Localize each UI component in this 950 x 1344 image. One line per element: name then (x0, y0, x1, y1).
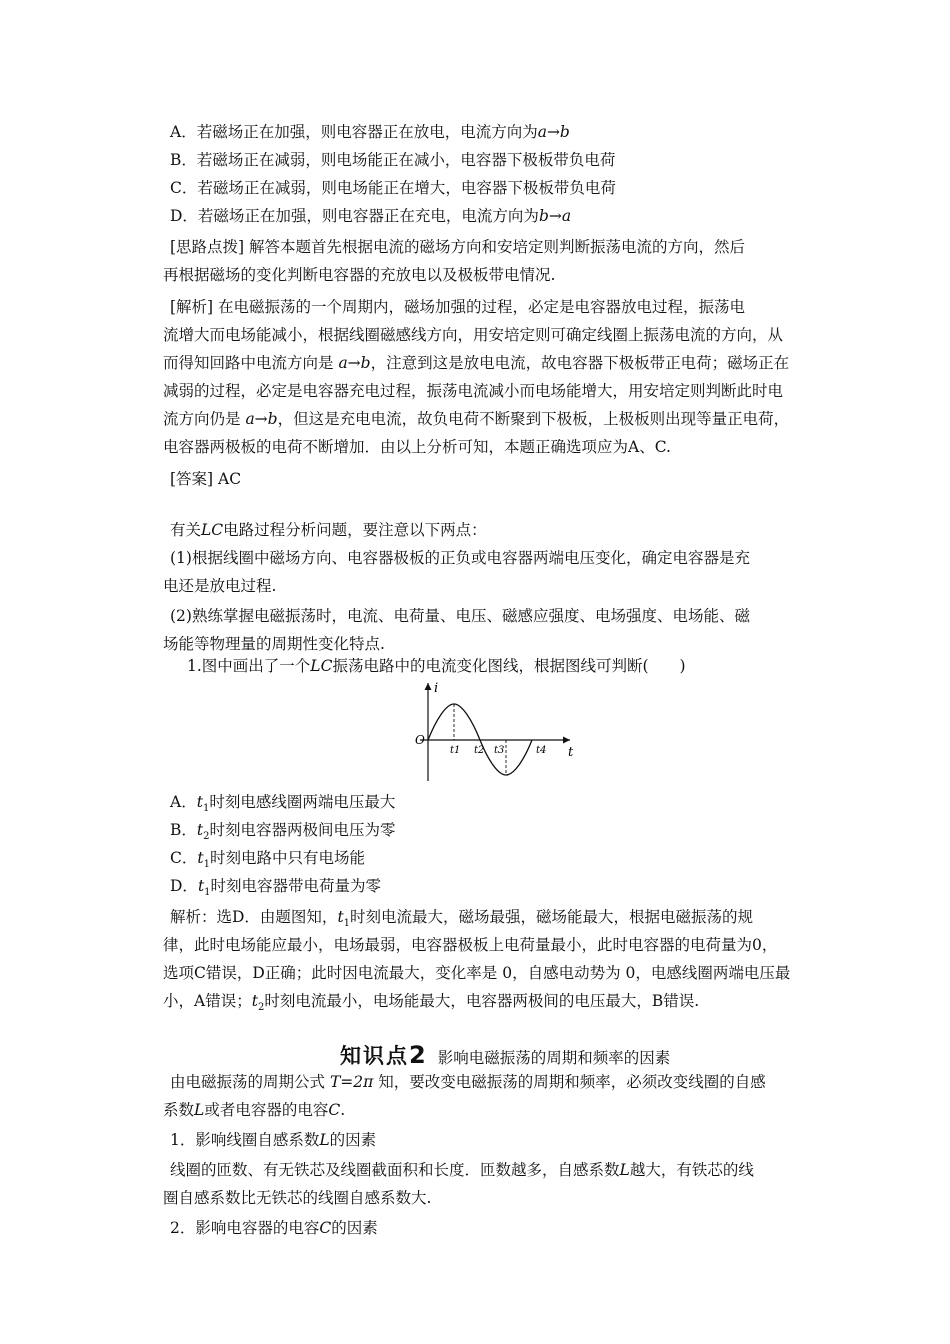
analysis-line-1: [解析] 在电磁振荡的一个周期内，磁场加强的过程，必定是电容器放电过程，振荡电 (170, 298, 746, 316)
exercise-option-b (170, 819, 396, 848)
time-symbol: t (196, 793, 203, 811)
section-text: 越大，有铁芯的线 (629, 1161, 754, 1179)
symbol-c: C (319, 1219, 332, 1237)
notes-point-2-line-2: 场能等物理量的周期性变化特点. (163, 635, 385, 653)
section-heading-1 (170, 1129, 376, 1151)
option-prefix: A． (170, 793, 197, 811)
time-subscript: 1 (203, 859, 210, 871)
x-axis-label: t (568, 745, 574, 760)
section-heading-number: 2 (409, 1041, 428, 1069)
lc-label: LC (201, 521, 224, 539)
notes-point-2-line-1: (2)熟练掌握电磁振荡时，电流、电荷量、电压、磁感应强度、电场强度、电场能、磁 (170, 607, 750, 625)
option-d-text: D．若磁场正在加强，则电容器正在充电，电流方向为 (170, 207, 539, 225)
section-text: 或者电容器的电容 (204, 1101, 329, 1119)
time-symbol: t (337, 908, 344, 926)
section-text: 的因素 (331, 1219, 378, 1237)
time-symbol: t (251, 992, 258, 1010)
notes-point-1-line-2: 电还是放电过程. (163, 577, 277, 595)
section-text: 知，要改变电磁振荡的周期和频率，必须改变线圈的自感 (373, 1073, 766, 1091)
option-a (170, 121, 570, 143)
time-subscript: 2 (203, 831, 210, 843)
option-b: B．若磁场正在减弱，则电场能正在减小，电容器下极板带负电荷 (170, 151, 616, 169)
analysis-text: 流方向仍是 (163, 410, 246, 428)
notes-text: 有关 (170, 521, 202, 539)
tick-t3: t3 (494, 745, 505, 756)
section-text: 2．影响电容器的电容 (170, 1219, 320, 1237)
exercise-text: 振荡电路中的电流变化图线，根据图线可判断( ) (332, 657, 686, 675)
section-text: 系数 (163, 1101, 195, 1119)
analysis-line-4: 减弱的过程，必定是电容器充电过程，振荡电流减小而电场能增大，用安培定则判断此时电 (163, 382, 784, 400)
section-subtitle: 影响电磁振荡的周期和频率的因素 (437, 1049, 671, 1067)
analysis-text: ，但这是充电电流，故负电荷不断聚到下极板，上极板则出现等量正电荷， (277, 410, 790, 428)
option-a-text: A．若磁场正在加强，则电容器正在放电，电流方向为 (170, 123, 538, 141)
hint-line-2: 再根据磁场的变化判断电容器的充放电以及极板带电情况. (163, 266, 556, 284)
symbol-c: C (328, 1101, 341, 1119)
symbol-l: L (319, 1131, 330, 1149)
tick-t4: t4 (536, 745, 547, 756)
option-prefix: D． (170, 877, 198, 895)
analysis-text: 而得知回路中电流方向是 (163, 354, 339, 372)
section-para-1-line-1 (170, 1071, 766, 1093)
section-text: 的因素 (329, 1131, 377, 1149)
hint-line-1: [思路点拨] 解答本题首先根据电流的磁场方向和安培定则判断振荡电流的方向，然后 (170, 238, 746, 256)
section-para-2-line-2: 圈自感系数比无铁芯的线圈自感系数大. (163, 1189, 432, 1207)
time-subscript: 2 (257, 1002, 265, 1014)
section-heading-2 (170, 1217, 378, 1239)
option-text: 时刻电路中只有电场能 (209, 849, 365, 867)
section-text: . (340, 1101, 346, 1119)
time-subscript: 1 (204, 887, 211, 899)
origin-label: O (415, 733, 425, 747)
option-prefix: C． (170, 849, 198, 867)
analysis-line-2: 流增大而电场能减小，根据线圈磁感线方向，用安培定则可确定线圈上振荡电流的方向，从 (163, 326, 784, 344)
option-text: 时刻电容器两极间电压为零 (209, 821, 396, 839)
solution-line-1 (170, 906, 753, 935)
option-text: 时刻电容器带电荷量为零 (210, 877, 382, 895)
notes-intro (170, 519, 487, 541)
solution-line-3: 选项C错误，D正确；此时因电流最大，变化率是 0，自感电动势为 0，电感线圈两端电压最 (163, 964, 791, 982)
solution-text: 时刻电流最小，电场能最大，电容器两极间的电压最大，B错误. (264, 992, 700, 1010)
notes-point-1-line-1: (1)根据线圈中磁场方向、电容器极板的正负或电容器两端电压变化，确定电容器是充 (170, 549, 750, 567)
section-title (340, 1040, 670, 1070)
exercise-option-d (170, 875, 381, 904)
option-d-direction: b→a (538, 207, 572, 225)
notes-text: 电路过程分析问题，要注意以下两点： (223, 521, 487, 539)
analysis-line-6: 电容器两极板的电荷不断增加．由以上分析可知，本题正确选项应为A、C. (163, 438, 671, 456)
solution-text: 时刻电流最大，磁场最强，磁场能最大，根据电磁振荡的规 (350, 908, 754, 926)
solution-line-4 (163, 990, 699, 1019)
current-graph (398, 677, 578, 783)
option-c: C．若磁场正在减弱，则电场能正在增大，电容器下极板带负电荷 (170, 179, 616, 197)
section-heading-text: 知识点 (340, 1044, 409, 1068)
section-text: 线圈的匝数、有无铁芯及线圈截面积和长度．匝数越多，自感系数 (170, 1161, 620, 1179)
time-subscript: 1 (343, 918, 351, 930)
analysis-direction: a→b (245, 410, 278, 428)
tick-t1: t1 (450, 745, 461, 756)
answer: [答案] AC (170, 470, 242, 488)
time-subscript: 1 (202, 803, 210, 815)
solution-text: 解析：选D．由题图知， (170, 908, 338, 926)
symbol-l: L (619, 1161, 630, 1179)
section-heading (340, 1041, 428, 1069)
analysis-text: ，注意到这是放电电流，故电容器下极板带正电荷；磁场正在 (370, 354, 790, 372)
option-d (170, 205, 571, 227)
section-para-2-line-1 (170, 1159, 754, 1181)
time-symbol: t (196, 821, 204, 839)
tick-t2: t2 (474, 745, 485, 756)
symbol-l: L (194, 1101, 205, 1119)
lc-label: LC (310, 657, 333, 675)
exercise-option-a (170, 791, 395, 820)
time-symbol: t (197, 849, 204, 867)
option-prefix: B． (170, 821, 197, 839)
exercise-stem (187, 655, 686, 677)
option-text: 时刻电感线圈两端电压最大 (209, 793, 396, 811)
analysis-line-5 (163, 408, 789, 430)
section-text: 1．影响线圈自感系数 (170, 1131, 320, 1149)
y-axis-label: i (434, 681, 439, 696)
solution-line-2: 律，此时电场能应最小，电场最弱，电容器极板上电荷量最小，此时电容器的电荷量为0， (163, 936, 778, 954)
option-a-direction: a→b (537, 123, 570, 141)
analysis-direction: a→b (338, 354, 371, 372)
section-para-1-line-2 (163, 1099, 345, 1121)
time-symbol: t (197, 877, 205, 895)
exercise-text: 1.图中画出了一个 (187, 657, 311, 675)
period-formula: T=2π (329, 1073, 374, 1091)
solution-text: 小，A错误； (163, 992, 252, 1010)
section-text: 由电磁振荡的周期公式 (170, 1073, 330, 1091)
analysis-line-3 (163, 352, 789, 374)
exercise-option-c (170, 847, 365, 876)
